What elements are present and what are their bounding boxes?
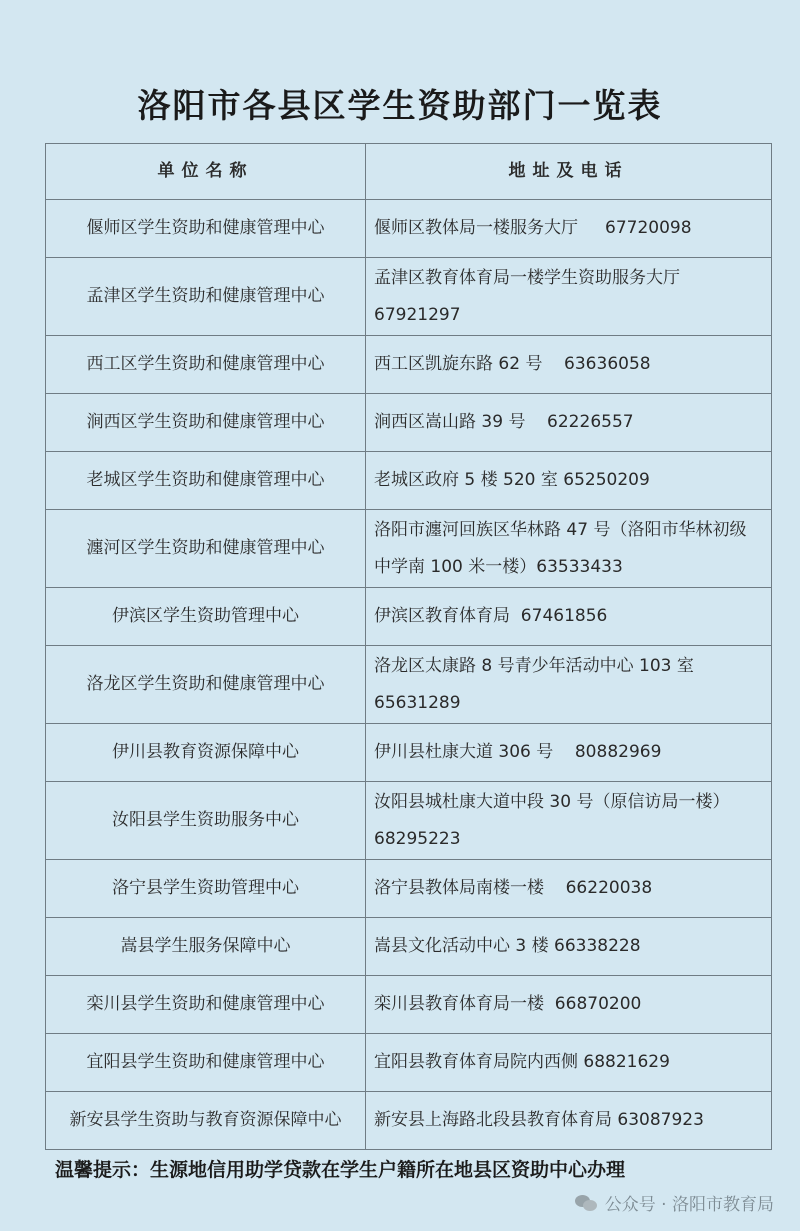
table-row xyxy=(46,860,772,918)
table-row xyxy=(46,782,772,860)
table-row xyxy=(46,918,772,976)
table-row xyxy=(46,1034,772,1092)
address-phone-cell: 西工区凯旋东路 62 号 63636058 xyxy=(366,336,772,394)
table-header-row xyxy=(46,144,772,200)
unit-name-cell: 宜阳县学生资助和健康管理中心 xyxy=(46,1034,366,1092)
tip-text: 温馨提示：生源地信用助学贷款在学生户籍所在地县区资助中心办理 xyxy=(55,1159,626,1181)
address-phone-cell: 嵩县文化活动中心 3 楼 66338228 xyxy=(366,918,772,976)
department-table xyxy=(45,143,772,1150)
address-phone-cell: 伊川县杜康大道 306 号 80882969 xyxy=(366,724,772,782)
wechat-icon xyxy=(575,1193,599,1213)
address-phone-cell: 洛阳市瀍河回族区华林路 47 号（洛阳市华林初级 中学南 100 米一楼）63533433 xyxy=(366,510,772,588)
table-row xyxy=(46,646,772,724)
unit-name-cell: 汝阳县学生资助服务中心 xyxy=(46,782,366,860)
address-phone-cell: 宜阳县教育体育局院内西侧 68821629 xyxy=(366,1034,772,1092)
address-phone-cell: 栾川县教育体育局一楼 66870200 xyxy=(366,976,772,1034)
address-phone-cell: 老城区政府 5 楼 520 室 65250209 xyxy=(366,452,772,510)
address-phone-cell: 洛宁县教体局南楼一楼 66220038 xyxy=(366,860,772,918)
unit-name-cell: 伊滨区学生资助管理中心 xyxy=(46,588,366,646)
unit-name-cell: 新安县学生资助与教育资源保障中心 xyxy=(46,1092,366,1150)
table-row xyxy=(46,724,772,782)
unit-name-cell: 老城区学生资助和健康管理中心 xyxy=(46,452,366,510)
unit-name-cell: 洛宁县学生资助管理中心 xyxy=(46,860,366,918)
table-row xyxy=(46,588,772,646)
watermark-text: 公众号 · 洛阳市教育局 xyxy=(604,1195,774,1215)
table-row xyxy=(46,258,772,336)
table-row xyxy=(46,452,772,510)
address-phone-cell: 伊滨区教育体育局 67461856 xyxy=(366,588,772,646)
unit-name-cell: 西工区学生资助和健康管理中心 xyxy=(46,336,366,394)
table-row xyxy=(46,976,772,1034)
page-title: 洛阳市各县区学生资助部门一览表 xyxy=(137,86,663,125)
table-row xyxy=(46,336,772,394)
unit-name-cell: 瀍河区学生资助和健康管理中心 xyxy=(46,510,366,588)
address-phone-cell: 新安县上海路北段县教育体育局 63087923 xyxy=(366,1092,772,1150)
address-phone-cell: 洛龙区太康路 8 号青少年活动中心 103 室 65631289 xyxy=(366,646,772,724)
unit-name-cell: 偃师区学生资助和健康管理中心 xyxy=(46,200,366,258)
table-row xyxy=(46,200,772,258)
table-row xyxy=(46,1092,772,1150)
unit-name-cell: 洛龙区学生资助和健康管理中心 xyxy=(46,646,366,724)
watermark xyxy=(575,1190,774,1215)
address-phone-cell: 孟津区教育体育局一楼学生资助服务大厅 67921297 xyxy=(366,258,772,336)
unit-name-cell: 嵩县学生服务保障中心 xyxy=(46,918,366,976)
header-unit-name: 单位名称 xyxy=(46,144,366,200)
unit-name-cell: 涧西区学生资助和健康管理中心 xyxy=(46,394,366,452)
unit-name-cell: 伊川县教育资源保障中心 xyxy=(46,724,366,782)
unit-name-cell: 孟津区学生资助和健康管理中心 xyxy=(46,258,366,336)
unit-name-cell: 栾川县学生资助和健康管理中心 xyxy=(46,976,366,1034)
header-address-phone: 地址及电话 xyxy=(366,144,772,200)
address-phone-cell: 涧西区嵩山路 39 号 62226557 xyxy=(366,394,772,452)
table-row xyxy=(46,394,772,452)
table-row xyxy=(46,510,772,588)
address-phone-cell: 偃师区教体局一楼服务大厅 67720098 xyxy=(366,200,772,258)
address-phone-cell: 汝阳县城杜康大道中段 30 号（原信访局一楼） 68295223 xyxy=(366,782,772,860)
